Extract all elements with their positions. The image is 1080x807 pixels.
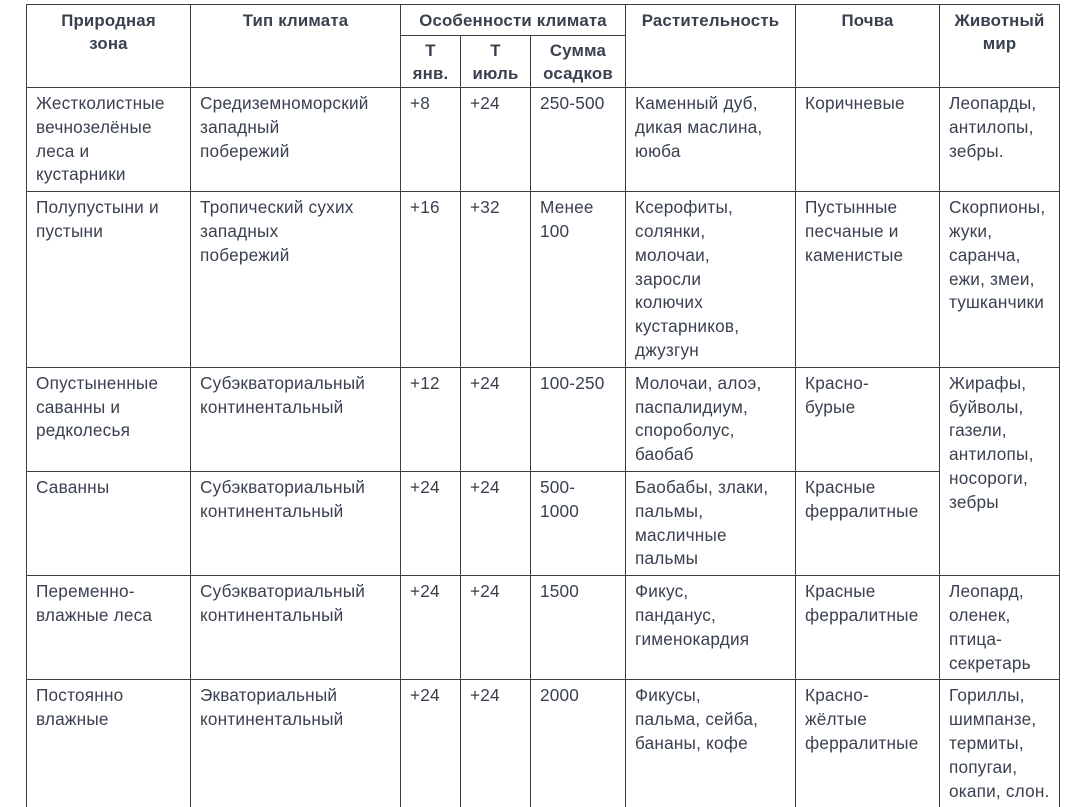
table-row [27, 471, 1060, 575]
cell-t-jul: +32 [461, 192, 531, 368]
header-fauna: Животный мир [940, 5, 1060, 88]
cell-t-jul: +24 [461, 88, 531, 192]
cell-soil: Красные ферралитные [796, 576, 940, 680]
cell-precip: 100-250 [531, 367, 626, 471]
cell-fauna: Леопарды, антилопы, зебры. [940, 88, 1060, 192]
header-t-jan: Т янв. [401, 36, 461, 88]
cell-t-jan: +24 [401, 471, 461, 575]
cell-vegetation: Фикусы, пальма, сейба, бананы, кофе [626, 680, 796, 807]
header-t-jul: Т июль [461, 36, 531, 88]
cell-soil: Красно- бурые [796, 367, 940, 471]
cell-zone: Саванны [27, 471, 191, 575]
cell-climate: Экваториальный континентальный [191, 680, 401, 807]
cell-zone: Жестколистные вечнозелёные леса и кустарники [27, 88, 191, 192]
table-row [27, 576, 1060, 680]
cell-climate: Субэкваториальный континентальный [191, 576, 401, 680]
cell-zone: Полупустыни и пустыни [27, 192, 191, 368]
natural-zones-table [26, 4, 1060, 807]
cell-climate: Субэкваториальный континентальный [191, 367, 401, 471]
cell-t-jan: +24 [401, 576, 461, 680]
table-row [27, 367, 1060, 471]
cell-t-jul: +24 [461, 471, 531, 575]
header-climate-features: Особенности климата [401, 5, 626, 36]
cell-precip: 2000 [531, 680, 626, 807]
cell-t-jan: +16 [401, 192, 461, 368]
cell-soil: Коричневые [796, 88, 940, 192]
header-vegetation: Растительность [626, 5, 796, 88]
cell-precip: 1500 [531, 576, 626, 680]
cell-vegetation: Фикус, панданус, гименокардия [626, 576, 796, 680]
header-zone: Природная зона [27, 5, 191, 88]
cell-t-jul: +24 [461, 367, 531, 471]
cell-soil: Красные ферралитные [796, 471, 940, 575]
cell-zone: Постоянно влажные [27, 680, 191, 807]
cell-precip: 500- 1000 [531, 471, 626, 575]
cell-precip: 250-500 [531, 88, 626, 192]
cell-vegetation: Молочаи, алоэ, паспалидиум, спороболус, баобаб [626, 367, 796, 471]
header-precipitation: Сумма осадков [531, 36, 626, 88]
table-row [27, 88, 1060, 192]
header-soil: Почва [796, 5, 940, 88]
cell-fauna: Леопард, оленек, птица- секретарь [940, 576, 1060, 680]
cell-t-jan: +12 [401, 367, 461, 471]
cell-vegetation: Баобабы, злаки, пальмы, масличные пальмы [626, 471, 796, 575]
table-row [27, 680, 1060, 807]
cell-soil: Красно- жёлтые ферралитные [796, 680, 940, 807]
cell-fauna: Жирафы, буйволы, газели, антилопы, носороги, зебры [940, 367, 1060, 575]
cell-fauna: Скорпионы, жуки, саранча, ежи, змеи, тушканчики [940, 192, 1060, 368]
cell-precip: Менее 100 [531, 192, 626, 368]
cell-soil: Пустынные песчаные и каменистые [796, 192, 940, 368]
header-climate-type: Тип климата [191, 5, 401, 88]
header-row-top [27, 5, 1060, 36]
cell-climate: Средиземноморский западный побережий [191, 88, 401, 192]
cell-t-jan: +24 [401, 680, 461, 807]
cell-t-jul: +24 [461, 680, 531, 807]
cell-climate: Тропический сухих западных побережий [191, 192, 401, 368]
table-row [27, 192, 1060, 368]
cell-vegetation: Каменный дуб, дикая маслина, ююба [626, 88, 796, 192]
cell-zone: Опустыненные саванны и редколесья [27, 367, 191, 471]
cell-fauna: Гориллы, шимпанзе, термиты, попугаи, окапи, слон. [940, 680, 1060, 807]
cell-t-jul: +24 [461, 576, 531, 680]
cell-zone: Переменно- влажные леса [27, 576, 191, 680]
cell-t-jan: +8 [401, 88, 461, 192]
cell-vegetation: Ксерофиты, солянки, молочаи, заросли колючих кустарников, джузгун [626, 192, 796, 368]
cell-climate: Субэкваториальный континентальный [191, 471, 401, 575]
